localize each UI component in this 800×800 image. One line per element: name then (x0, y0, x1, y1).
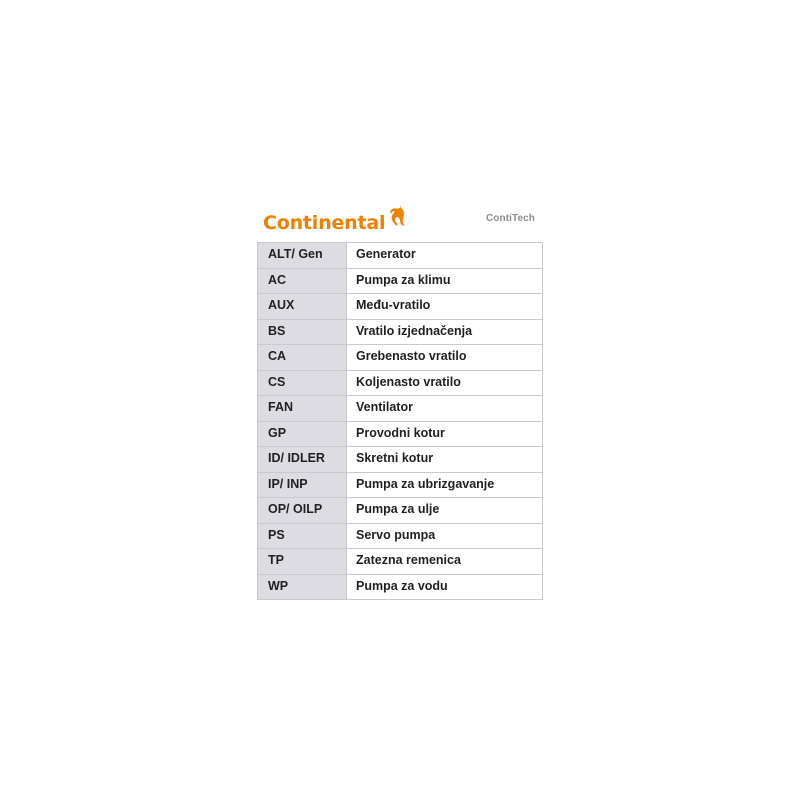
abbreviation-code: GP (258, 421, 347, 447)
legend-table-body (258, 243, 543, 600)
abbreviation-code: ID/ IDLER (258, 447, 347, 473)
table-row (258, 498, 543, 524)
abbreviation-description: Ventilator (347, 396, 543, 422)
table-row (258, 345, 543, 371)
brand-name: Continental (263, 212, 386, 234)
abbreviation-description: Koljenasto vratilo (347, 370, 543, 396)
abbreviation-description: Pumpa za ulje (347, 498, 543, 524)
abbreviation-description: Vratilo izjednačenja (347, 319, 543, 345)
abbreviation-code: AC (258, 268, 347, 294)
table-row (258, 268, 543, 294)
abbreviation-description: Grebenasto vratilo (347, 345, 543, 371)
horse-icon (387, 205, 409, 232)
table-row (258, 447, 543, 473)
abbreviation-legend-card (257, 196, 543, 600)
abbreviation-description: Među-vratilo (347, 294, 543, 320)
table-row (258, 319, 543, 345)
brand-logo (263, 205, 409, 233)
abbreviation-description: Skretni kotur (347, 447, 543, 473)
abbreviation-description: Pumpa za klimu (347, 268, 543, 294)
table-row (258, 421, 543, 447)
table-row (258, 549, 543, 575)
table-row (258, 294, 543, 320)
brand-header (257, 196, 543, 242)
table-row (258, 396, 543, 422)
abbreviation-code: OP/ OILP (258, 498, 347, 524)
abbreviation-code: BS (258, 319, 347, 345)
abbreviation-description: Zatezna remenica (347, 549, 543, 575)
table-row (258, 472, 543, 498)
sub-brand-name: ContiTech (485, 213, 535, 224)
abbreviation-code: WP (258, 574, 347, 600)
abbreviation-code: FAN (258, 396, 347, 422)
abbreviation-description: Pumpa za vodu (347, 574, 543, 600)
abbreviation-description: Pumpa za ubrizgavanje (347, 472, 543, 498)
abbreviation-description: Generator (347, 243, 543, 269)
table-row (258, 370, 543, 396)
table-row (258, 243, 543, 269)
table-row (258, 523, 543, 549)
abbreviation-description: Provodni kotur (347, 421, 543, 447)
abbreviation-code: PS (258, 523, 347, 549)
abbreviation-description: Servo pumpa (347, 523, 543, 549)
abbreviation-code: CS (258, 370, 347, 396)
legend-table (257, 242, 543, 600)
abbreviation-code: IP/ INP (258, 472, 347, 498)
table-row (258, 574, 543, 600)
abbreviation-code: TP (258, 549, 347, 575)
abbreviation-code: ALT/ Gen (258, 243, 347, 269)
abbreviation-code: AUX (258, 294, 347, 320)
abbreviation-code: CA (258, 345, 347, 371)
